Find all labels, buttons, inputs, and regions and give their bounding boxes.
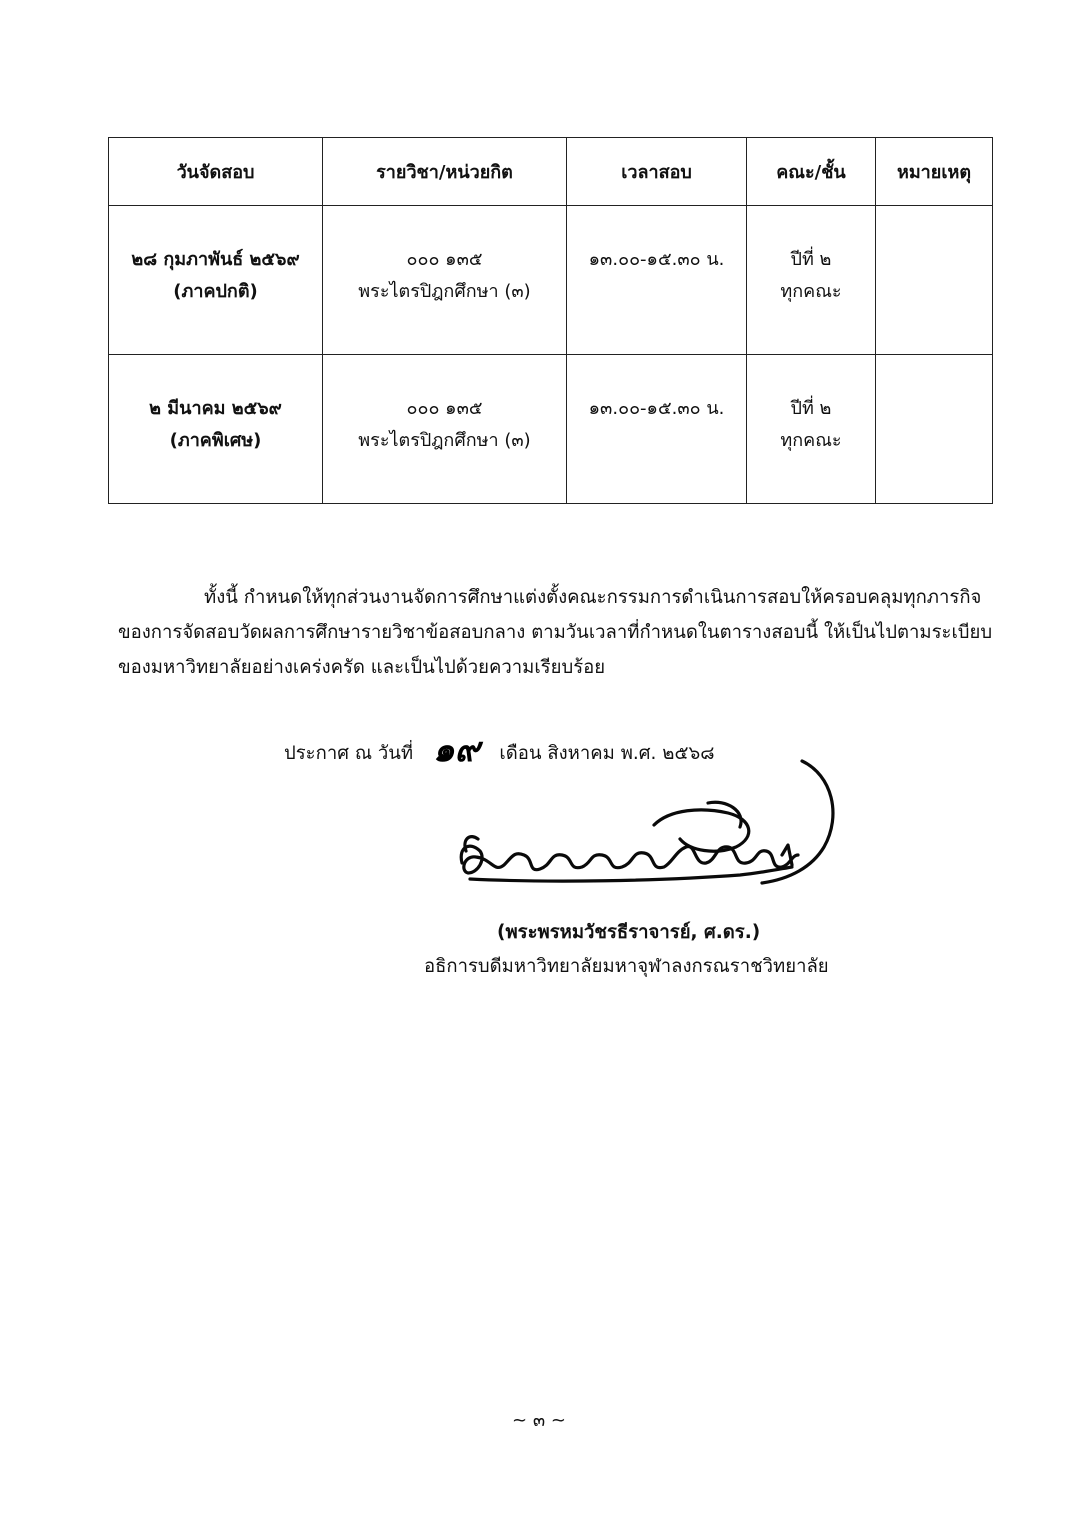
signer-name: (พระพรหมวัชรธีราจารย์, ศ.ดร.): [497, 922, 761, 943]
handwritten-day: ๑๙: [433, 730, 480, 770]
exam-date: ๒๘ กุมภาพันธ์ ๒๕๖๙: [131, 249, 300, 270]
course-cell: [323, 206, 567, 355]
paragraph-line: ของการจัดสอบวัดผลการศึกษารายวิชาข้อสอบกลาง ตามวันเวลาที่กำหนดในตารางสอบนี้ ให้เป็นไปตามระเบียบ: [118, 622, 993, 643]
faculty-scope: ทุกคณะ: [780, 281, 842, 302]
header-course-credits: รายวิชา/หน่วยกิต: [323, 138, 567, 206]
faculty-scope: ทุกคณะ: [780, 430, 842, 451]
course-name: พระไตรปิฎกศึกษา (๓): [358, 430, 531, 451]
announcement-month-year: เดือน สิงหาคม พ.ศ. ๒๕๖๘: [499, 743, 715, 764]
exam-schedule-table: [108, 137, 993, 504]
header-exam-date: วันจัดสอบ: [109, 138, 323, 206]
table-row: [109, 355, 993, 504]
paragraph-line: ของมหาวิทยาลัยอย่างเคร่งครัด และเป็นไปด้วยความเรียบร้อย: [118, 657, 606, 678]
instruction-paragraph: [118, 580, 1006, 685]
faculty-cell: [747, 206, 876, 355]
exam-time-cell: [567, 355, 747, 504]
exam-program: (ภาคพิเศษ): [169, 430, 262, 451]
remarks-cell: [876, 206, 993, 355]
course-code: ๐๐๐ ๑๓๕: [406, 249, 483, 270]
exam-date-cell: [109, 355, 323, 504]
exam-program: (ภาคปกติ): [173, 281, 258, 302]
faculty-cell: [747, 355, 876, 504]
exam-date-cell: [109, 206, 323, 355]
year-level: ปีที่ ๒: [790, 398, 832, 419]
header-exam-time: เวลาสอบ: [567, 138, 747, 206]
signer-position: อธิการบดีมหาวิทยาลัยมหาจุฬาลงกรณราชวิทยาลัย: [424, 956, 829, 977]
remarks-cell: [876, 355, 993, 504]
course-name: พระไตรปิฎกศึกษา (๓): [358, 281, 531, 302]
table-header-row: [109, 138, 993, 206]
year-level: ปีที่ ๒: [790, 249, 832, 270]
exam-time: ๑๓.๐๐-๑๕.๓๐ น.: [588, 398, 725, 419]
exam-time-cell: [567, 206, 747, 355]
exam-time: ๑๓.๐๐-๑๕.๓๐ น.: [588, 249, 725, 270]
table-row: [109, 206, 993, 355]
announcement-prefix: ประกาศ ณ วันที่: [284, 743, 414, 764]
header-remarks: หมายเหตุ: [876, 138, 993, 206]
course-code: ๐๐๐ ๑๓๕: [406, 398, 483, 419]
exam-date: ๒ มีนาคม ๒๕๖๙: [149, 398, 282, 419]
page-number: ~ ๓ ~: [512, 1410, 566, 1431]
header-faculty-year: คณะ/ชั้น: [747, 138, 876, 206]
handwritten-signature: [440, 755, 860, 905]
paragraph-line: ทั้งนี้ กำหนดให้ทุกส่วนงานจัดการศึกษาแต่งตั้งคณะกรรมการดำเนินการสอบให้ครอบคลุมทุกภารกิจ: [204, 587, 982, 608]
course-cell: [323, 355, 567, 504]
